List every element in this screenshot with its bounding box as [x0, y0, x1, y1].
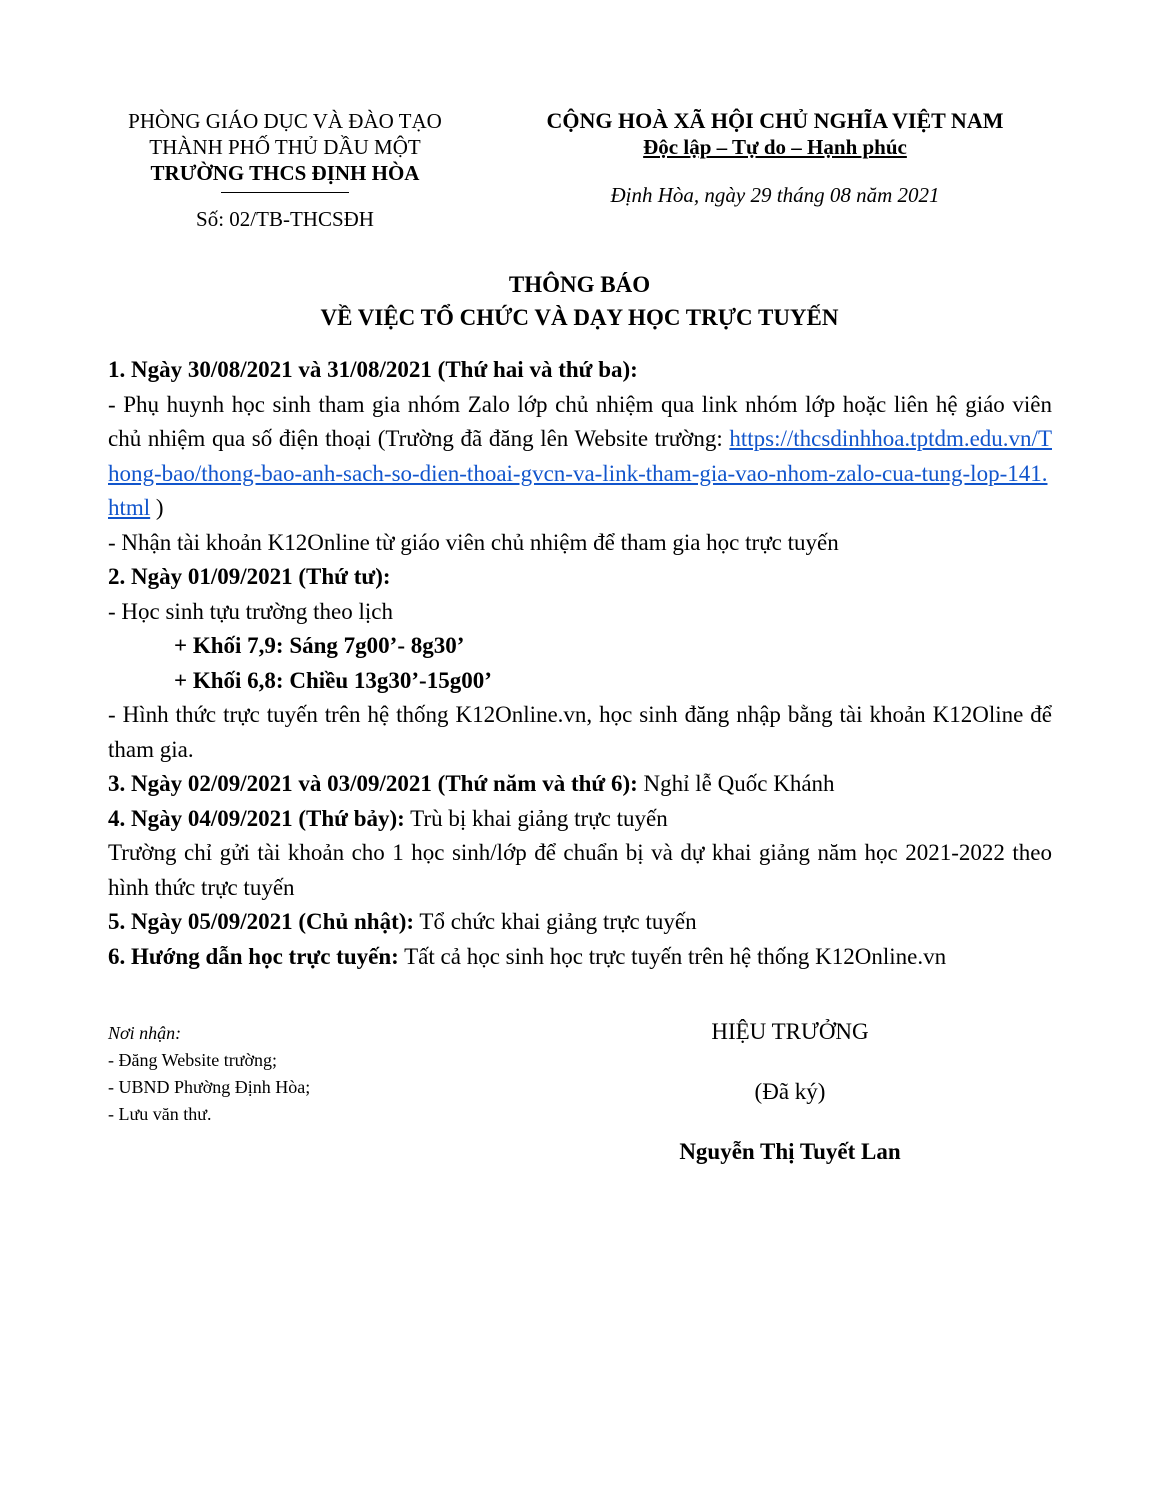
section-6 [108, 940, 1052, 975]
section-2-paragraph-2: - Hình thức trực tuyến trên hệ thống K12Online.vn, học sinh đăng nhập bằng tài khoản K12Oline để tham gia. [108, 702, 1052, 762]
section-1-paragraph-1 [108, 388, 1052, 526]
title-line-1: THÔNG BÁO [508, 272, 651, 297]
section-2-grade-7-9: + Khối 7,9: Sáng 7g00’- 8g30’ [174, 633, 465, 658]
section-2-heading: 2. Ngày 01/09/2021 (Thứ tư): [108, 564, 391, 589]
issuer-divider [221, 192, 349, 193]
section-6-text: Tất cả học sinh học trực tuyến trên hệ thống K12Online.vn [398, 943, 947, 969]
section-5 [108, 905, 1052, 940]
website-link[interactable]: https://thcsdinhhoa.tptdm.edu.vn/Thong-bao/thong-bao-anh-sach-so-dien-thoai-gvcn-va-link-tham-gia-vao-nhom-zalo-cua-tung-lop-141.html [108, 426, 1052, 520]
national-header [505, 108, 1045, 208]
issuer-school: TRƯỜNG THCS ĐỊNH HÒA [150, 161, 420, 185]
section-3-heading: 3. Ngày 02/09/2021 và 03/09/2021 (Thứ năm và thứ 6): [108, 771, 638, 796]
country-name: CỘNG HOÀ XÃ HỘI CHỦ NGHĨA VIỆT NAM [546, 108, 1004, 133]
section-2-grade-6-8: + Khối 6,8: Chiều 13g30’-15g00’ [174, 667, 492, 693]
issuer-header [100, 108, 470, 232]
signed-note: (Đã ký) [754, 1079, 826, 1104]
issuer-department: PHÒNG GIÁO DỤC VÀ ĐÀO TẠO [128, 109, 442, 133]
section-1-paragraph-1-text: - Phụ huynh học sinh tham gia nhóm Zalo lớp chủ nhiệm qua link nhóm lớp hoặc liên hệ giáo viên chủ nhiệm qua số điện thoại (Trường đã đăng lên Website trường: [108, 391, 1052, 451]
section-3-text: Nghỉ lễ Quốc Khánh [637, 771, 835, 796]
document-number: Số: 02/TB-THCSĐH [196, 207, 374, 231]
section-1-heading: 1. Ngày 30/08/2021 và 31/08/2021 (Thứ hai và thứ ba): [108, 357, 638, 382]
title-line-2: VỀ VIỆC TỔ CHỨC VÀ DẠY HỌC TRỰC TUYẾN [320, 305, 839, 330]
document-date: Định Hòa, ngày 29 tháng 08 năm 2021 [610, 183, 940, 207]
signer-role: HIỆU TRƯỞNG [711, 1019, 869, 1044]
section-4 [108, 802, 1052, 837]
recipient-item: - UBND Phường Định Hòa; [108, 1077, 311, 1097]
section-4-text: Trù bị khai giảng trực tuyến [404, 805, 668, 831]
section-4-heading: 4. Ngày 04/09/2021 (Thứ bảy): [108, 805, 405, 831]
section-1-paragraph-2: - Nhận tài khoản K12Online từ giáo viên chủ nhiệm để tham gia học trực tuyến [108, 529, 839, 555]
document-body [108, 353, 1052, 974]
signature-block [620, 1017, 960, 1167]
national-motto: Độc lập – Tự do – Hạnh phúc [643, 135, 907, 159]
section-4-paragraph: Trường chỉ gửi tài khoản cho 1 học sinh/lớp để chuẩn bị và dự khai giảng năm học 2021-2022 theo hình thức trực tuyến [108, 840, 1052, 900]
section-5-text: Tổ chức khai giảng trực tuyến [414, 909, 697, 934]
section-3 [108, 767, 1052, 802]
recipients-block [108, 1020, 528, 1128]
recipients-label: Nơi nhận: [108, 1023, 182, 1043]
signer-name: Nguyễn Thị Tuyết Lan [679, 1139, 901, 1164]
section-6-heading: 6. Hướng dẫn học trực tuyến: [108, 943, 399, 969]
document-title [0, 268, 1159, 334]
section-5-heading: 5. Ngày 05/09/2021 (Chủ nhật): [108, 909, 415, 934]
section-1-paragraph-1-end: ) [150, 495, 164, 520]
recipient-item: - Đăng Website trường; [108, 1050, 277, 1070]
recipient-item: - Lưu văn thư. [108, 1104, 212, 1124]
section-2-paragraph-1: - Học sinh tựu trường theo lịch [108, 598, 393, 624]
issuer-city: THÀNH PHỐ THỦ DẦU MỘT [149, 135, 421, 159]
